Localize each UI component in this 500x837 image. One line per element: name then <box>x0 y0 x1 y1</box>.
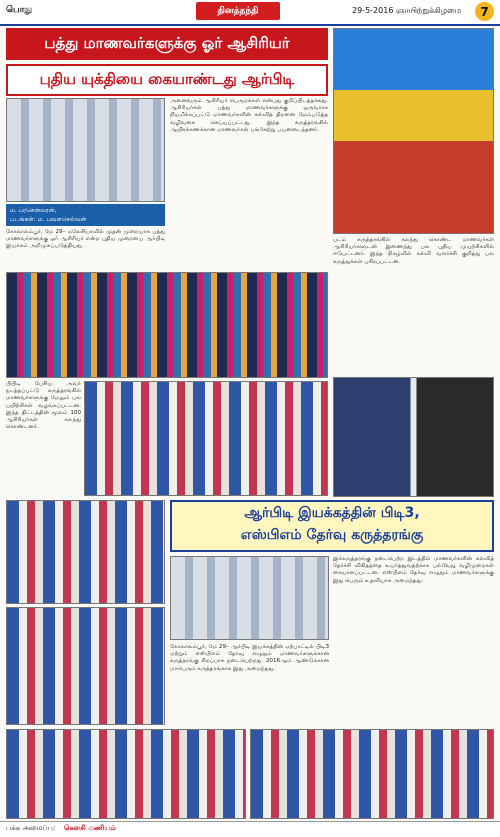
headline-main-line2: புதிய யுக்தியை கையாண்டது ஆர்பிடி <box>6 64 328 96</box>
headline-secondary-line2: எஸ்பிஎம் தேர்வு கருத்தரங்கு <box>240 527 424 543</box>
photo-credit-caption <box>6 204 165 226</box>
officials-portrait-photo <box>333 377 494 497</box>
article-column-c: அனைவரும் ஆசிரியர் பெருமக்கள் என்பது குறிப்பிடத்தக்கது. ஆசிரியர்கள் பத்து மாணவர்களுக்கு ஒருவராக நியமிக்கப்பட்டு மாணவர்களின் கல்வித் திறனை மேம்படுத்த வழிவகை செய்யப்பட்டது. இந்த கருத்தரங்கில் ஆயிரக்கணக்கான மாணவர்கள் பங்கேற்று பயனடைந்தனர். <box>170 98 328 133</box>
article-column-b: பிபிடி பேசிய அவர் நடத்தப்பட்டு கருத்தரங்கில் மாணவர்களுக்கு மேலும் பல பயிற்சிகள் வழங்கப்பட்டன. இந்த திட்டத்தின் மூலம் 100 ஆசிரியர்கள் கலந்து கொண்டனர். <box>6 381 81 431</box>
article-column-f: கோலாலம்பூர், மே 29– ஆர்பிடி இயக்கத்தின் ஏற்பாட்டில் பிடி3 மற்றும் எஸ்பிஎம் தேர்வு எழுதும் மாணவர்களுக்கான கருத்தரங்கு சிறப்பாக நடைபெற்றது. 2016ஆம் ஆண்டுக்கான மாபெரும் கருத்தரங்காக இது அமைந்தது. <box>170 644 329 672</box>
exam-hall-photo-4 <box>170 556 329 640</box>
article-column-a: கோலாலம்பூர், மே 29– மலேசியாவில் முதன் முறையாக பத்து மாணவர்களுக்கு ஓர் ஆசிரியர் என்ற புதிய முறையை ஆர்பிடி இயக்கம் அறிமுகப்படுத்தியது. <box>6 229 165 250</box>
exam-hall-photo-1 <box>84 381 328 496</box>
page-number-badge: 7 <box>475 2 494 21</box>
classroom-photo <box>6 98 165 202</box>
layout-credit-name: கௌசி மணியம் <box>64 824 116 832</box>
article-column-e: இக்கருத்தரங்கு நடைபெற்ற இடத்தில் மாணவர்களின் கல்வித் தேர்ச்சி விகிதத்தை உயர்த்துவதற்காக பல்வேறு வழிமுறைகள் கையாளப்பட்டன. எஸ்பிஎம் தேர்வு எழுதும் மாணவர்களுக்கு இது பெரும் உதவியாக அமைந்தது. <box>333 556 494 584</box>
exam-hall-photo-5 <box>6 729 246 819</box>
exam-hall-photo-2 <box>6 500 165 604</box>
layout-credit-label: பக்க அமைப்பு: <box>6 824 56 832</box>
section-label: பொது <box>6 5 33 15</box>
group-photo <box>6 272 328 378</box>
reporter-name: ம. ப்ரசென்வரன், <box>10 207 57 214</box>
page-footer <box>0 821 500 837</box>
photographer-name: படங்கள்: ம. பவளசெல்வன் <box>10 216 87 223</box>
headline-secondary-line1: ஆர்பிடி இயக்கத்தின் பிடி3, <box>244 505 420 521</box>
issue-date: 29-5-2016 ஞாயிற்றுக்கிழமை <box>352 6 462 15</box>
exam-hall-photo-6 <box>250 729 494 819</box>
headline-secondary <box>170 500 494 552</box>
newspaper-masthead: தினத்தந்தி <box>196 2 280 20</box>
exam-hall-photo-3 <box>6 607 165 725</box>
stage-ceremony-photo <box>333 28 494 234</box>
article-column-d: படம் கருத்தரங்கில் கலந்து கொண்ட மாணவர்கள் ஆசிரியர்களுடன் இணைந்து பல புதிய முயற்சிகளில் ஈடுபட்டனர். இந்த நிகழ்வில் கல்வி வளர்ச்சி குறித்து பல கருத்துக்கள் பகிரப்பட்டன. <box>333 237 494 265</box>
headline-main-line1: பத்து மாணவர்களுக்கு ஓர் ஆசிரியர் <box>6 28 328 60</box>
